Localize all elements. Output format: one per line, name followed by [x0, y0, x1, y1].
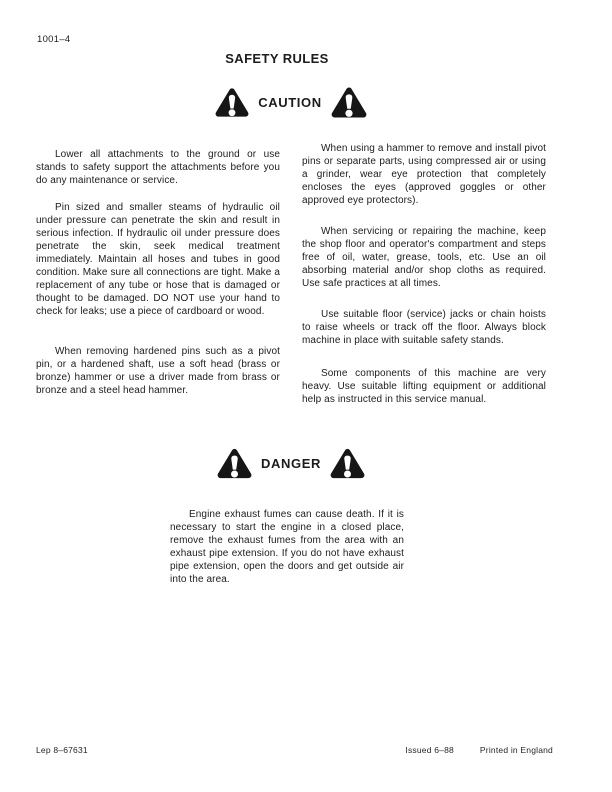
danger-paragraph: Engine exhaust fumes can cause death. If it is necessary to start the engine in a closed place, remove the exhaust fumes from the area with an exhaust pipe extension. If you do not have exhaust pipe extension, open the doors and get outside air into the area. — [170, 509, 404, 585]
danger-heading — [36, 447, 546, 480]
warning-triangle-icon — [217, 447, 252, 480]
footer-printed: Printed in England — [479, 745, 553, 755]
paragraph-jacks-hoists: Use suitable floor (service) jacks or chain hoists to raise wheels or track off the floor. Always block machine in place with suitable safety stands. — [302, 309, 546, 346]
page-number: 1001–4 — [37, 34, 71, 45]
danger-label: DANGER — [261, 456, 321, 471]
warning-triangle-icon — [331, 86, 367, 119]
paragraph-shop-floor: When servicing or repairing the machine, keep the shop floor and operator's compartment and steps free of oil, water, grease, tools, etc. Use an oil absorbing material and/or shop cloths as required. Use safe practices at all times. — [302, 226, 546, 289]
paragraph-hardened-pins: When removing hardened pins such as a pivot pin, or a hardened shaft, use a soft head (brass or bronze) hammer or use a driver made from brass or bronze and a steel head hammer. — [36, 346, 280, 396]
paragraph-hydraulic-oil: Pin sized and smaller steams of hydraulic oil under pressure can penetrate the skin and result in serious infection. If hydraulic oil under pressure does penetrate the skin, seek medical treatment immediately. Maintain all hoses and tubes in good condition. Make sure all connections are tight. Make a replacement of any tube or hose that is damaged or thought to be damaged. DO NOT use your hand to check for leaks; use a piece of cardboard or wood. — [36, 202, 280, 317]
caution-body — [36, 142, 546, 424]
page-title: SAFETY RULES — [225, 51, 329, 66]
footer-issued: Issued 6–88 — [405, 745, 454, 755]
paragraph-lower-attachments: Lower all attachments to the ground or use stands to safety support the attachments before you do any maintenance or service. — [36, 149, 280, 186]
warning-triangle-icon — [215, 87, 249, 118]
footer-print-code: Lep 8–67631 — [36, 745, 88, 755]
paragraph-heavy-components: Some components of this machine are very heavy. Use suitable lifting equipment or additional help as instructed in this service manual. — [302, 368, 546, 405]
caution-heading — [36, 86, 546, 119]
page-footer — [36, 745, 553, 755]
warning-triangle-icon — [330, 447, 365, 480]
paragraph-eye-protection: When using a hammer to remove and install pivot pins or separate parts, using compressed air or using a grinder, wear eye protection that completely encloses the eyes (approved goggles or other approved eye protectors). — [302, 143, 546, 206]
footer-right-group — [405, 745, 553, 755]
caution-label: CAUTION — [258, 95, 322, 110]
left-column — [36, 142, 280, 424]
right-column — [302, 142, 546, 424]
